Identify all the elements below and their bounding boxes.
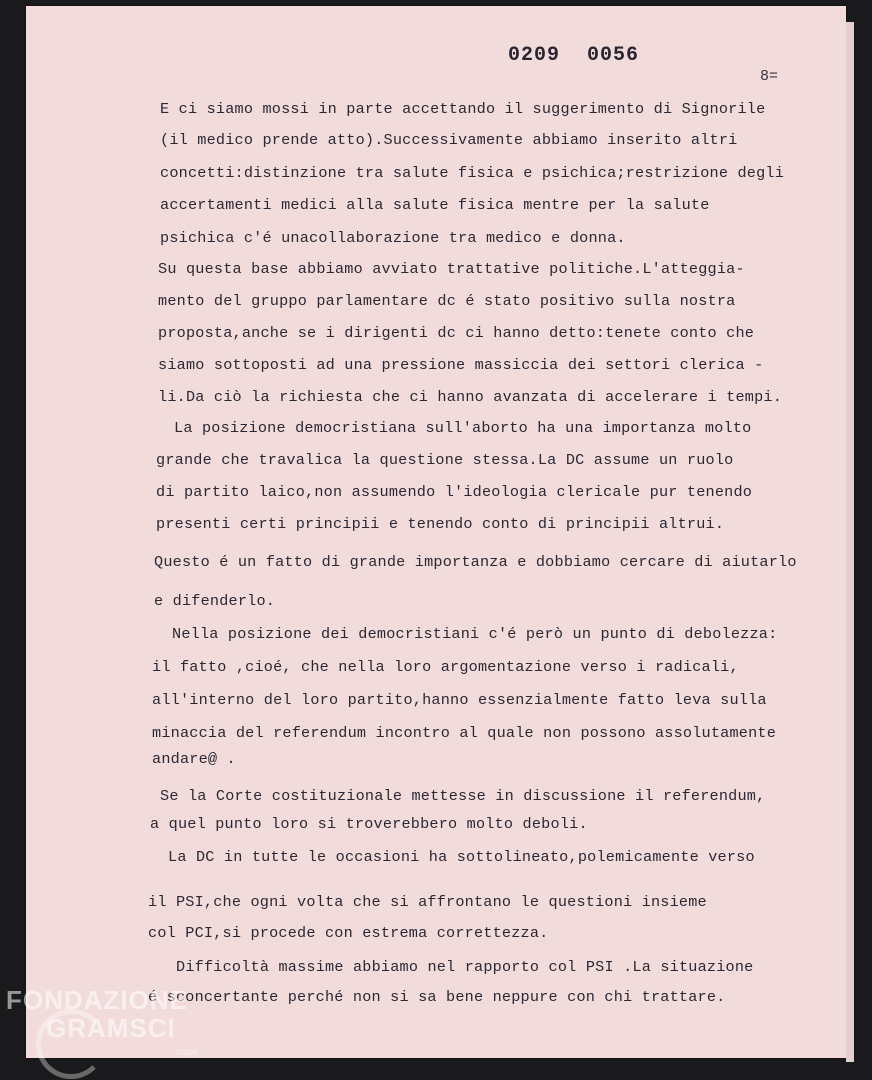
text-line: all'interno del loro partito,hanno essenzialmente fatto leva sulla [152,691,767,709]
text-line: grande che travalica la questione stessa.La DC assume un ruolo [156,451,734,469]
text-line: mento del gruppo parlamentare dc é stato positivo sulla nostra [158,292,736,310]
text-line: e difenderlo. [154,592,276,610]
text-line: La DC in tutte le occasioni ha sottolineato,polemicamente verso [168,848,755,866]
text-line: Su questa base abbiamo avviato trattative politiche.L'atteggia- [158,260,745,278]
text-line: proposta,anche se i dirigenti dc ci hanno detto:tenete conto che [158,324,755,342]
text-line: minaccia del referendum incontro al quale non possono assolutamente [152,724,777,742]
document-number: 0209 0056 [508,44,640,67]
text-line: accertamenti medici alla salute fisica mentre per la salute [160,196,710,214]
text-line: il fatto ,cioé, che nella loro argomentazione verso i radicali, [152,658,739,676]
page-number: 8= [760,68,779,85]
watermark-line1: FONDAZIONE [6,985,188,1015]
text-line: andare@ . [152,750,236,768]
text-line: li.Da ciò la richiesta che ci hanno avanzata di accelerare i tempi. [158,388,783,406]
text-line: Difficoltà massime abbiamo nel rapporto col PSI .La situazione [176,958,754,976]
text-line: Nella posizione dei democristiani c'é però un punto di debolezza: [172,625,778,643]
watermark-line3: onlus [176,1047,198,1057]
fondazione-gramsci-watermark [6,985,198,1057]
text-line: col PCI,si procede con estrema correttezza. [148,924,549,942]
text-line: siamo sottoposti ad una pressione massiccia dei settori clerica - [158,356,764,374]
watermark-line2: GRAMSCI [46,1013,176,1043]
text-line: psichica c'é unacollaborazione tra medico e donna. [160,229,626,247]
text-line: Questo é un fatto di grande importanza e dobbiamo cercare di aiutarlo [154,553,797,571]
text-line: presenti certi principii e tenendo conto di principii altrui. [156,515,725,533]
text-line: E ci siamo mossi in parte accettando il suggerimento di Signorile [160,100,766,118]
text-line: concetti:distinzione tra salute fisica e psichica;restrizione degli [160,164,785,182]
text-line: é sconcertante perché non si sa bene neppure con chi trattare. [148,988,726,1006]
text-line: Se la Corte costituzionale mettesse in discussione il referendum, [160,787,766,805]
text-line: (il medico prende atto).Successivamente abbiamo inserito altri [160,131,738,149]
text-line: La posizione democristiana sull'aborto ha una importanza molto [174,419,752,437]
text-line: il PSI,che ogni volta che si affrontano le questioni insieme [148,893,707,911]
text-line: a quel punto loro si troverebbero molto deboli. [150,815,588,833]
page-edge [846,22,854,1062]
text-line: di partito laico,non assumendo l'ideologia clericale pur tenendo [156,483,753,501]
